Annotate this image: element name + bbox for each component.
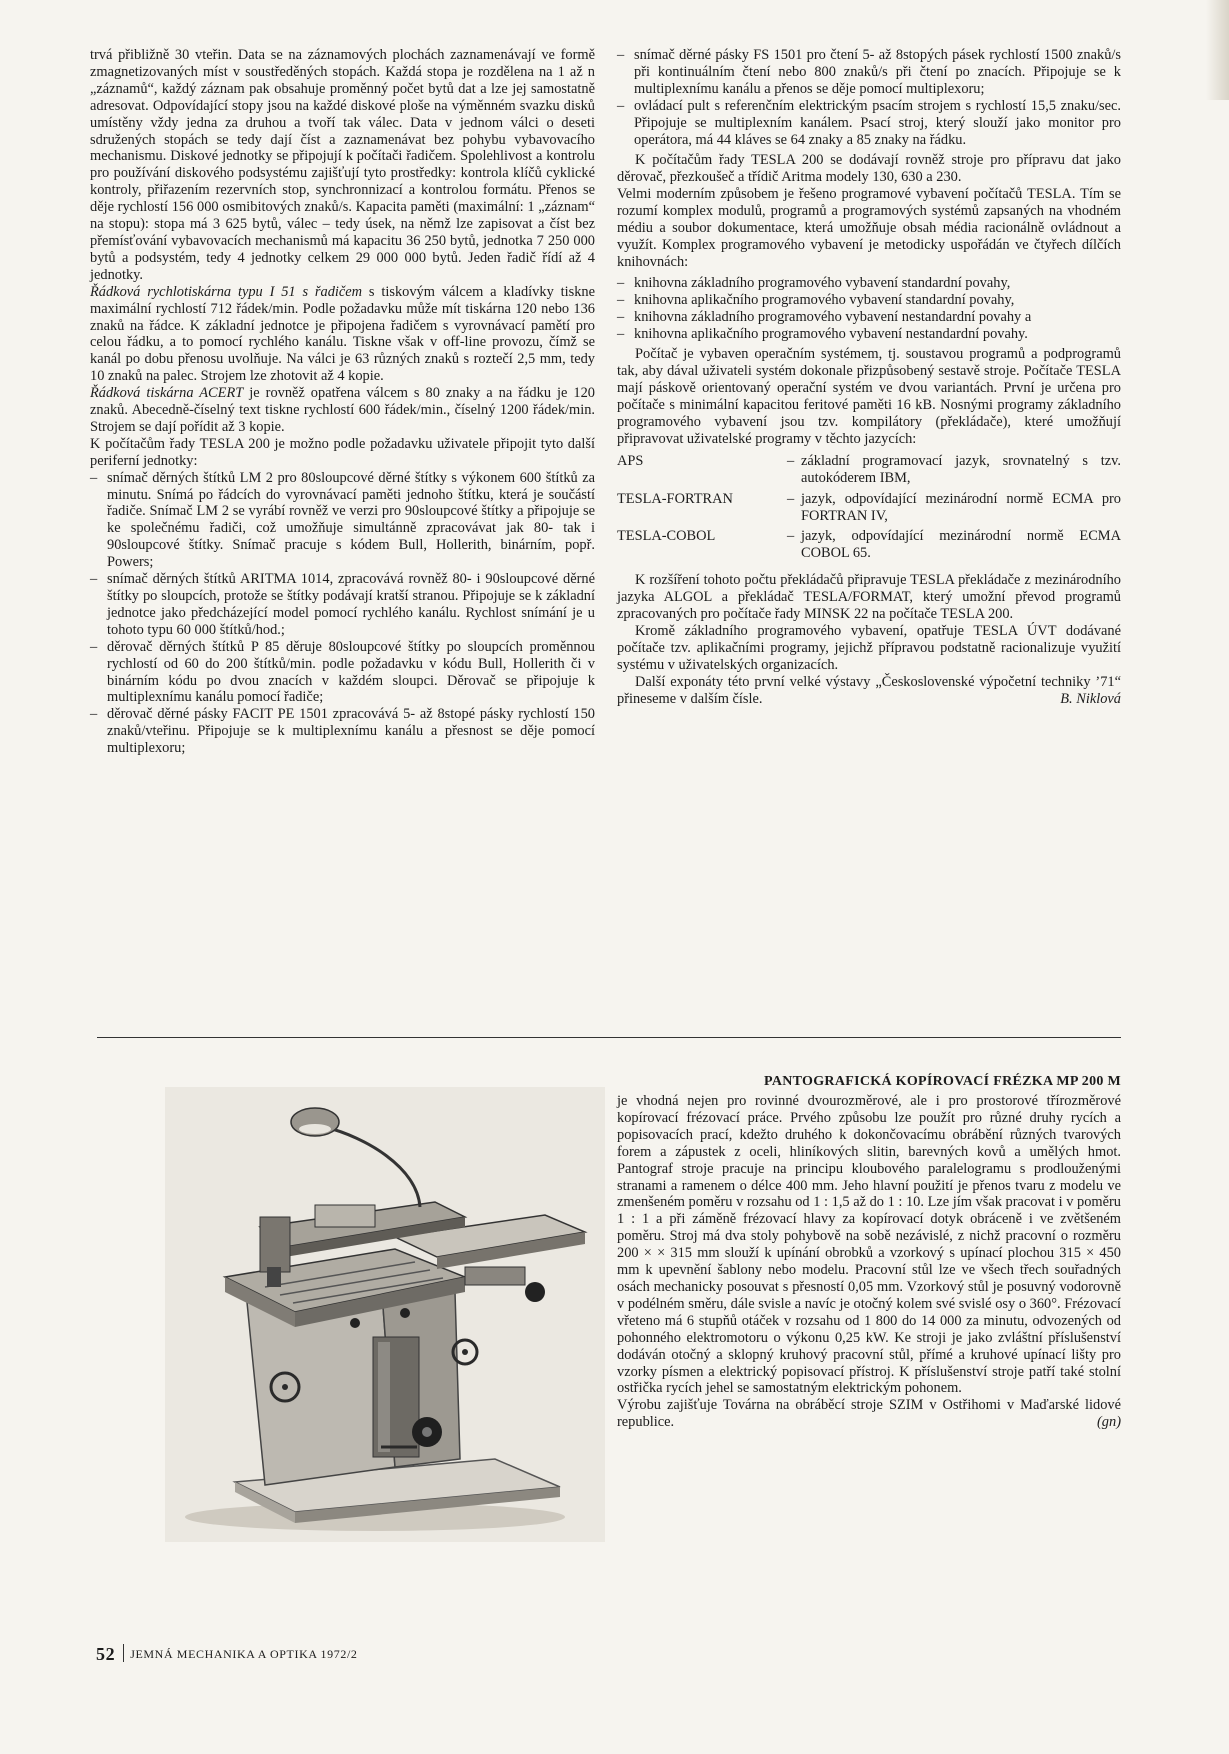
page-edge-shadow <box>1206 0 1229 100</box>
language-row <box>617 453 1121 491</box>
paragraph-heading: Řádková tiskárna ACERT <box>90 385 244 402</box>
page-footer <box>96 1644 358 1665</box>
paragraph-translators: K rozšíření tohoto počtu překládačů připravuje TESLA překládače z mezinárodního jazyka ALGOL a překládač TESLA/FORMAT, který umožní převod programů zpracovaných pro počítače řady MINSK 22 na počítače TESLA 200. <box>617 572 1121 623</box>
article-signature: (gn) <box>1097 1414 1121 1431</box>
left-column <box>90 47 595 757</box>
languages-table <box>617 453 1121 566</box>
footer-divider <box>123 1644 124 1662</box>
paragraph-peripherals-intro: K počítačům řady TESLA 200 je možno podle požadavku uživatele připojit tyto další periferní jednotky: <box>90 435 595 469</box>
article-body <box>617 1093 1121 1431</box>
closing-text: Další exponáty této první velké výstavy „Československé výpočetní techniky ’71“ přineseme v dalším čísle. <box>617 673 1121 707</box>
dash: – <box>787 490 795 507</box>
article-paragraph: je vhodná nejen pro rovinné dvourozměrové, ale i pro prostorové třírozměrové kopírovací frézovací práce. Prvého způsobu lze použít pro různé druhy rycích a popisovacích prací, kdežto druhého k dokončovacímu obrábění různých tvarových forem a zápustek z oceli, hliníkových slitin, barevných kovů a umělých hmot. Pantograf stroje pracuje na principu kloubového paralelogramu s prodlouženými stranami a ramenem o délce 400 mm. Jeho hlavní použití je přenos tvaru z modelu ve zmenšeném poměru v rozsahu od 1 : 1,5 až do 1 : 10. Lze jím však pracovat i v poměru 1 : 1 a při záměně frézovací hlavy za kopírovací dotyk obráceně i ve zvětšeném poměru. Stroj má dva stoly pohybově na sobě nezávislé, z nichž pracovní o rozměru 200 × × 315 mm slouží k upínání obrobků a vzorkový s upínací plochou 315 × 450 mm k upevnění šablony nebo modelu. Pracovní stůl lze ve všech třech souřadných osách mechanicky posouvat s přesností 0,05 mm. Vzorkový stůl je posuvný vodorovně v podélném směru, dále svisle a navíc je otočný kolem své svislé osy o 360°. Frézovací vřeteno má 6 stupňů otáček v rozsahu od 1 800 do 14 000 za minutu, odvozených od pohonného elektromotoru o výkonu 0,25 kW. Ke stroji je jako zvláštní příslušenství dodáván otočný a sklopný kruhový pracovní stůl, přímé a kruhové upínací lišty pro vzorky písmen a elektrický popisovací přístroj. K příslušenství stroje patří také stolní ostřička rycích jehel se samostatným elektrickým pohonem. <box>617 1093 1121 1397</box>
language-desc: základní programovací jazyk, srovnatelný s tzv. autokóderem IBM, <box>801 452 1121 486</box>
library-item: – knihovna aplikačního programového vybavení standardní povahy, <box>617 292 1121 309</box>
milling-machine-photo <box>165 1087 605 1542</box>
paragraph-operating-system: Počítač je vybaven operačním systémem, tj. soustavou programů a podprogramů tak, aby dával uživateli systém dokonale přizpůsobený sestavě stroje. Počítače TESLA mají páskově orientovaný operační systém ve dvou variantách. První je určena pro počítače s minimální kapacitou feritové paměti 16 kB. Nosnými programy základního programového vybavení jsou tzv. kompilátory (překládače), které umožňují připravovat uživatelské programy v těchto jazycích: <box>617 346 1121 447</box>
page-number: 52 <box>96 1644 116 1664</box>
list-item: – snímač děrných štítků LM 2 pro 80sloupcové děrné štítky s výkonem 600 štítků za minutu. Snímá po řádcích do vyrovnávací paměti jednoho štítku, která je součástí řadiče. Snímač LM 2 se vyrábí rovněž ve verzi pro 90sloupcové štítky a připojuje se ke společnému řadiči, což umožňuje simultánně zpracovávat jak 80- tak i 90sloupcové štítky. Snímač pracuje s kódem Bull, Hollerith, binárním, popř. Powers; <box>90 470 595 571</box>
language-row <box>617 491 1121 529</box>
library-item: – knihovna základního programového vybavení nestandardní povahy a <box>617 309 1121 326</box>
library-item: – knihovna základního programového vybavení standardní povahy, <box>617 275 1121 292</box>
article-closing <box>617 1397 1121 1431</box>
paragraph-data-prep: K počítačům řady TESLA 200 se dodávají rovněž stroje pro přípravu dat jako děrovač, přezkoušeč a třídič Aritma modely 130, 630 a 230. <box>617 152 1121 186</box>
paragraph-heading: Řádková rychlotiskárna typu I 51 s řadičem <box>90 283 363 300</box>
language-name: APS <box>617 452 644 469</box>
list-item: – snímač děrných štítků ARITMA 1014, zpracovává rovněž 80- i 90sloupcové děrné štítky po sloupcích, protože se štítky podávají kratší stranou. Připojuje se k základní jednotce jako předcházející model pomocí rychlého kanálu. Rychlost snímání je u tohoto typu 60 000 štítků/hod.; <box>90 571 595 639</box>
list-item: – ovládací pult s referenčním elektrickým psacím strojem s rychlostí 15,5 znaku/sec. Připojuje se multiplexním kanálem. Psací stroj, který slouží jako monitor pro operátora, má 44 kláves se 64 znaky a 85 znaky na řádku. <box>617 98 1121 149</box>
paragraph-applications: Kromě základního programového vybavení, opatřuje TESLA ÚVT dodávané počítače tzv. aplikačními programy, jejichž přípravou podstatně racionalizuje využití systému v uživatelských organizacích. <box>617 623 1121 673</box>
paragraph-software: Velmi moderním způsobem je řešeno programové vybavení počítačů TESLA. Tím se rozumí komplex modulů, programů a programových systémů zapsaných na vhodném médiu a soubor dokumentace, která umožňuje obsah média racionálně ovládnout a využít. Komplex programového vybavení je metodicky uspořádán ve čtyřech dílčích knihovnách: <box>617 186 1121 270</box>
language-desc: jazyk, odpovídající mezinárodní normě ECMA pro FORTRAN IV, <box>801 490 1121 524</box>
language-row <box>617 528 1121 566</box>
list-item: – snímač děrné pásky FS 1501 pro čtení 5- až 8stopých pásek rychlostí 1500 znaků/s při kontinuálním čtení nebo 800 znaků/s při čtení po znacích. Připojuje se k multiplexnímu kanálu a přenos se děje pomocí multiplexoru; <box>617 47 1121 98</box>
language-name: TESLA-COBOL <box>617 528 716 545</box>
language-desc: jazyk, odpovídající mezinárodní normě ECMA COBOL 65. <box>801 528 1121 562</box>
author-signature: B. Niklová <box>1060 690 1121 707</box>
paragraph-disk-units: trvá přibližně 30 vteřin. Data se na záznamových plochách zaznamenávají ve formě zmagnetizovaných míst v soustředěných stopách. Každá stopa je rozdělena na 1 až n „záznamů“, každý záznam pak obsahuje proměnný počet bytů dat a lze jej samostatně adresovat. Odpovídající stopy jsou na každé diskové ploše na výměnném svazku disků umístěny vždy jedna za druhou a tvoří tak válec. Data v jednom válci o deseti sdružených stopách se tedy dají číst a zaznamenávat bez pohybu vybavovacího mechanismu. Diskové jednotky se připojují k počítači řadičem. Spolehlivost a kontrolu pro používání diskového podsystému zajišťují tyto prostředky: kontrola klíčů cyklické kontroly, přiřazením rezervních stop, synchronnizací a kontrolou formátu. Přenos se děje rychlostí 156 000 osmibitových znaků/s. Kapacita paměti (maximální: 1 „záznam“ na stopu): stopa má 3 625 bytů, válec – tedy úsek, na němž lze zapisovat a číst bez přemísťování vybavovacích mechanismů má kapacitu 36 250 bytů, jednotka 7 250 000 bytů a podsystém, tedy 4 jednotky celkem 29 000 000 bytů. Jeden řadič řídí až 4 jednotky. <box>90 47 595 283</box>
dash: – <box>787 452 795 469</box>
paragraph-text: je rovněž opatřena válcem s 80 znaky a na řádku je 120 znaků. Abecedně-číselný text tiskne rychlostí 600 řádek/min., číselný 1200 řádek/min. Strojem se dají pořídit až 3 kopie. <box>90 385 595 435</box>
paragraph-text: s tiskovým válcem a kladívky tiskne maximální rychlostí 712 řádek/min. Podle požadavku může mít tiskárna 120 nebo 136 znaků na řádce. K základní jednotce je připojena řadičem s vyrovnávací pamětí pro celou řádku, a to pomocí rychlého kanálu. Tiskne však v off-line provozu, čímž se kanál po dobu přenosu uvolňuje. Na válci je 63 různých znaků s roztečí 2,5 mm, tedy 10 znaků na palec. Strojem lze zhotovit až 4 kopie. <box>90 283 595 385</box>
closing-text: Výrobu zajišťuje Továrna na obráběcí stroje SZIM v Ostřihomi v Maďarské lidové republice. <box>617 1397 1121 1431</box>
article-title: PANTOGRAFICKÁ KOPÍROVACÍ FRÉZKA MP 200 M <box>764 1074 1121 1089</box>
dash: – <box>787 528 795 545</box>
paragraph-acert-printer <box>90 385 595 436</box>
language-name: TESLA-FORTRAN <box>617 490 733 507</box>
list-item: – děrovač děrné pásky FACIT PE 1501 zpracovává 5- až 8stopé pásky rychlostí 150 znaků/vteřinu. Připojuje se k multiplexnímu kanálu a přesnost se děje pomocí multiplexoru; <box>90 706 595 757</box>
list-item: – děrovač děrných štítků P 85 děruje 80sloupcové štítky po sloupcích proměnnou rychlostí od 60 do 200 štítků/min. podle požadavku v kódu Bull, Hollerith či v binárním kódu po dvou znacích v každém sloupci. Děrovač se připojuje k multiplexnímu kanálu pomocí řadiče; <box>90 639 595 707</box>
section-divider <box>97 1037 1121 1038</box>
right-column <box>617 47 1121 708</box>
paragraph-line-printer <box>90 284 595 385</box>
paragraph-closing <box>617 674 1121 708</box>
journal-name: JEMNÁ MECHANIKA A OPTIKA 1972/2 <box>130 1647 358 1661</box>
library-item: – knihovna aplikačního programového vybavení nestandardní povahy. <box>617 326 1121 343</box>
